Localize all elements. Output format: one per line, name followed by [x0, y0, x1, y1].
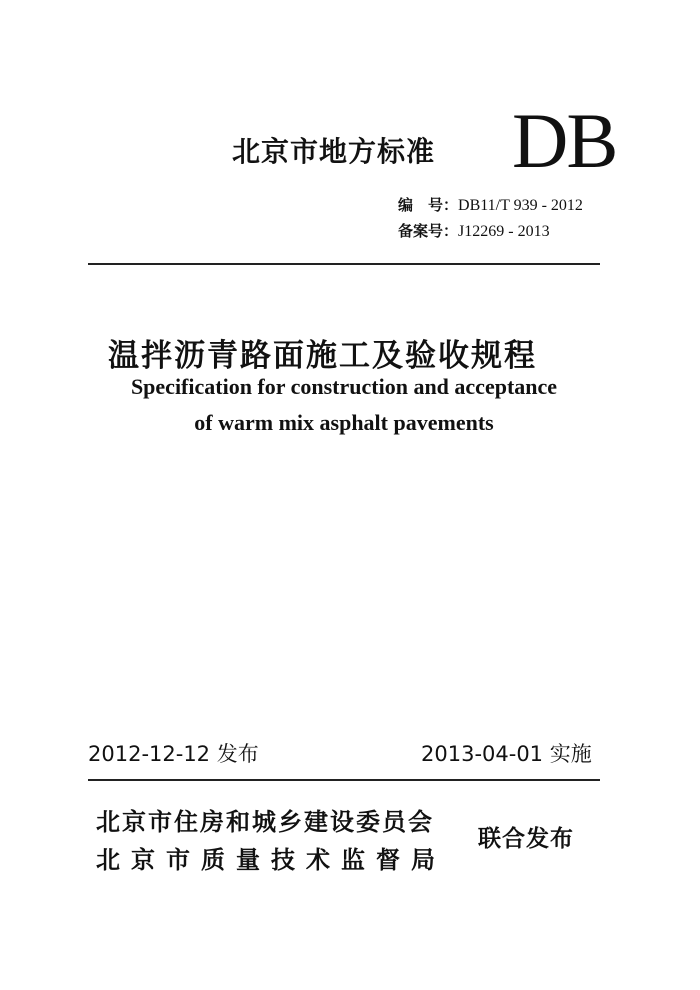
- standard-number-label: 编 号：: [398, 196, 459, 214]
- record-number: [398, 220, 550, 241]
- record-number-value: J12269 - 2013: [458, 223, 550, 240]
- title-chinese: 温拌沥青路面施工及验收规程: [108, 338, 537, 374]
- top-divider: [88, 263, 600, 265]
- standard-number: [398, 194, 583, 215]
- bottom-divider: [88, 779, 600, 781]
- db-mark: DB: [512, 97, 617, 184]
- issuer-housing-commission: 北京市住房和城乡建设委员会: [96, 808, 434, 836]
- issuer-quality-bureau: 北京市质量技术监督局: [96, 846, 446, 874]
- record-number-label: 备案号：: [398, 222, 459, 240]
- standard-number-value: DB11/T 939 - 2012: [458, 197, 583, 214]
- joint-release-label: 联合发布: [478, 826, 574, 852]
- implement-date: 2013-04-01 实施: [421, 742, 592, 766]
- title-english-line2: of warm mix asphalt pavements: [194, 410, 494, 435]
- standard-category: 北京市地方标准: [232, 135, 436, 168]
- title-english-line1: Specification for construction and acceptance: [130, 374, 558, 399]
- publish-date: 2012-12-12 发布: [88, 742, 259, 766]
